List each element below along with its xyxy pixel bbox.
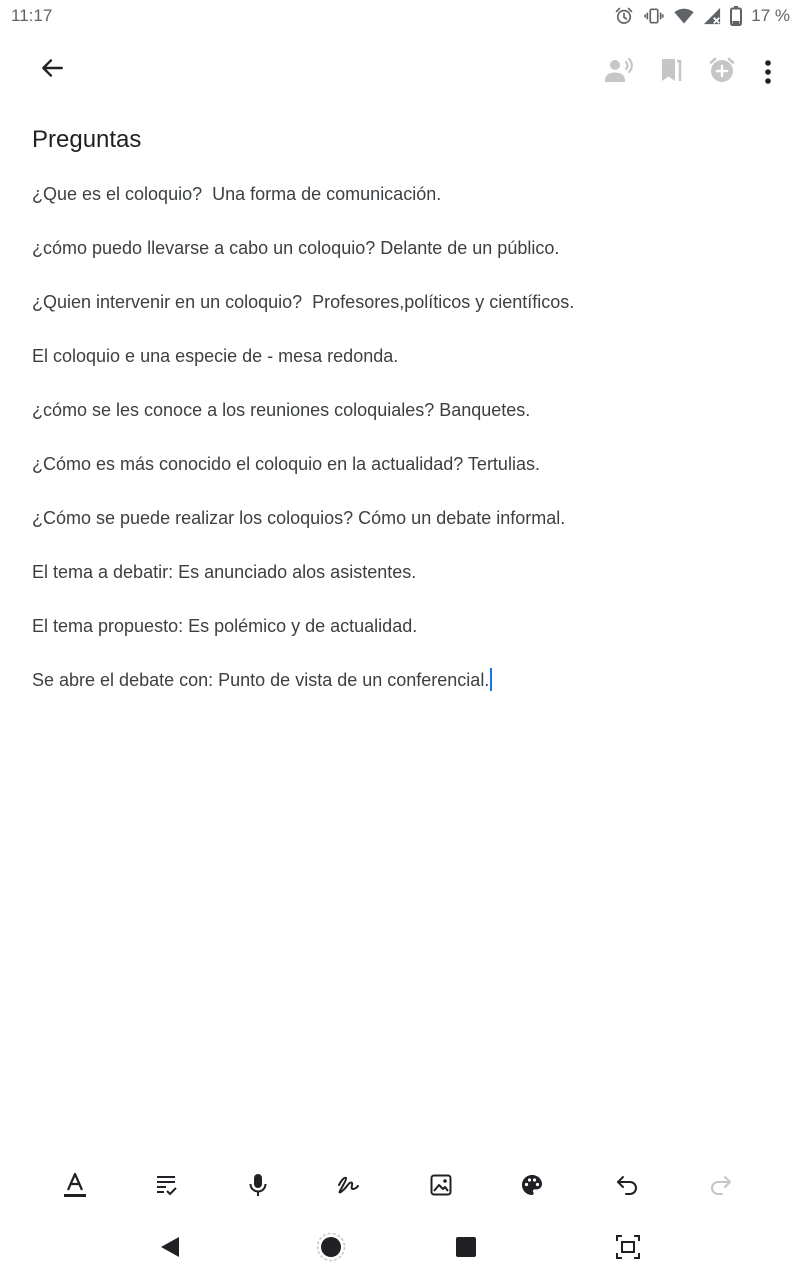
text-format-button[interactable]: [52, 1164, 98, 1210]
note-line: El tema propuesto: Es polémico y de actualidad.: [32, 616, 418, 636]
nav-back-button[interactable]: [147, 1226, 193, 1272]
battery-icon: [730, 6, 742, 26]
handwriting-button[interactable]: [325, 1164, 371, 1210]
bottom-toolbar: [0, 1164, 800, 1210]
note-line: ¿Quien intervenir en un coloquio? Profesores,políticos y científicos.: [32, 292, 575, 312]
nav-home-icon: [316, 1232, 346, 1267]
battery-percent: 17 %: [751, 6, 790, 25]
person-speaking-icon: [605, 56, 635, 89]
app-bar: [0, 40, 800, 104]
bookmark-button[interactable]: [649, 50, 693, 94]
text-cursor: [490, 668, 492, 691]
vibrate-icon: [643, 6, 665, 26]
back-arrow-icon: [39, 55, 65, 86]
palette-icon: [520, 1173, 544, 1202]
alarm-icon: [614, 6, 634, 26]
bookmark-icon: [660, 57, 682, 88]
note-line: ¿Cómo se puede realizar los coloquios? Cómo un debate informal.: [32, 508, 566, 528]
status-icons: [614, 6, 790, 26]
status-time: 11:17: [11, 6, 53, 25]
signal-icon: [703, 7, 721, 25]
screenshot-button[interactable]: [605, 1226, 651, 1272]
add-reminder-icon: [708, 56, 736, 89]
nav-home-button[interactable]: [308, 1226, 354, 1272]
microphone-button[interactable]: [235, 1164, 281, 1210]
nav-recents-icon: [456, 1237, 476, 1262]
system-nav-bar: [0, 1226, 800, 1272]
microphone-icon: [249, 1173, 267, 1202]
note-line: ¿cómo se les conoce a los reuniones coloquiales? Banquetes.: [32, 400, 531, 420]
note-line: El tema a debatir: Es anunciado alos asistentes.: [32, 562, 417, 582]
checklist-button[interactable]: [143, 1164, 189, 1210]
nav-back-icon: [160, 1236, 180, 1263]
color-palette-button[interactable]: [509, 1164, 555, 1210]
status-bar: [0, 0, 800, 32]
checklist-icon: [155, 1174, 177, 1201]
text-format-icon: [63, 1172, 87, 1203]
note-line-last: [32, 667, 772, 721]
note-line: ¿Cómo es más conocido el coloquio en la actualidad? Tertulias.: [32, 454, 540, 474]
note-body[interactable]: [32, 181, 772, 721]
screenshot-icon: [616, 1235, 640, 1264]
text-to-speech-button[interactable]: [598, 50, 642, 94]
undo-icon: [615, 1174, 639, 1201]
wifi-icon: [674, 7, 694, 25]
back-button[interactable]: [30, 48, 74, 92]
nav-recents-button[interactable]: [443, 1226, 489, 1272]
more-options-button[interactable]: [746, 52, 790, 96]
handwriting-icon: [336, 1173, 360, 1202]
add-reminder-button[interactable]: [700, 50, 744, 94]
note-line-text: Se abre el debate con: Punto de vista de un conferencial.: [32, 670, 490, 690]
redo-button[interactable]: [698, 1164, 744, 1210]
undo-button[interactable]: [604, 1164, 650, 1210]
note-line: ¿cómo puedo llevarse a cabo un coloquio? Delante de un público.: [32, 238, 560, 258]
more-vert-icon: [764, 59, 772, 90]
add-image-button[interactable]: [418, 1164, 464, 1210]
note-line: ¿Que es el coloquio? Una forma de comunicación.: [32, 184, 442, 204]
redo-icon: [709, 1174, 733, 1201]
note-title[interactable]: Preguntas: [32, 126, 142, 153]
note-line: El coloquio e una especie de - mesa redonda.: [32, 346, 399, 366]
image-icon: [430, 1174, 452, 1201]
